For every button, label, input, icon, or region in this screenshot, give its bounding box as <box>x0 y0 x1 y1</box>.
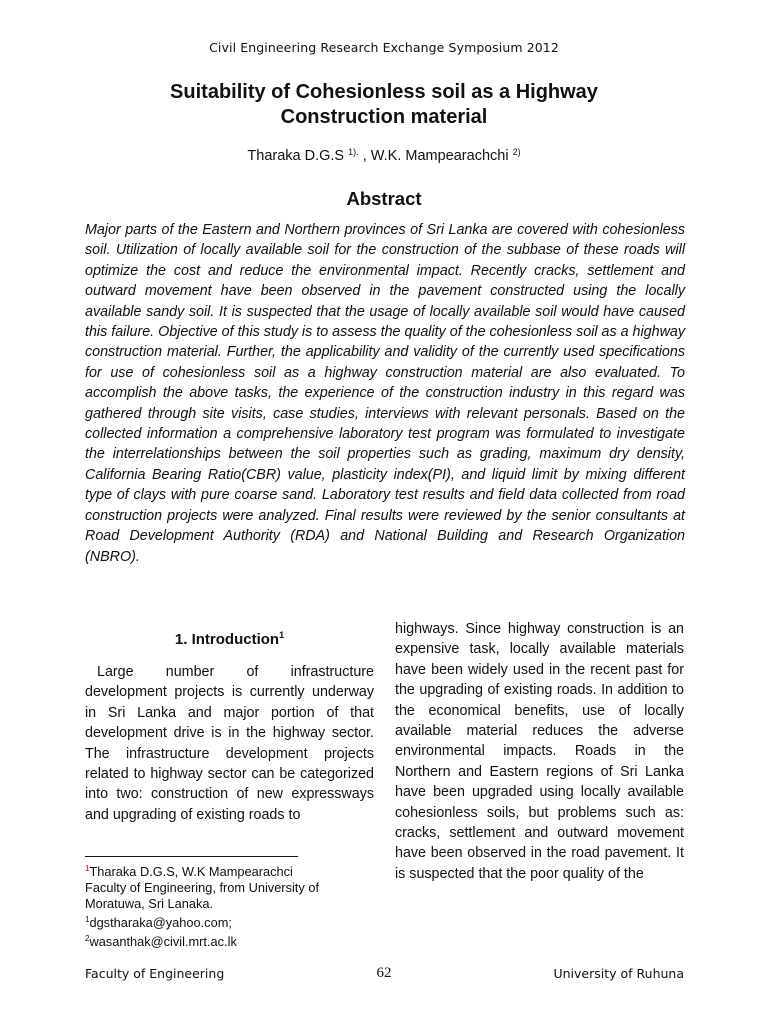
symposium-header: Civil Engineering Research Exchange Symposium 2012 <box>209 40 559 55</box>
author-2-mark: 2) <box>512 147 521 157</box>
footnote-line-3: Moratuwa, Sri Lanaka. <box>85 896 214 911</box>
title-line-1: Suitability of Cohesionless soil as a Highway <box>170 81 598 103</box>
introduction-heading-mark: 1 <box>279 630 285 640</box>
introduction-heading <box>85 620 374 650</box>
author-1: Tharaka D.G.S <box>247 148 345 164</box>
footnote-email-1: dgstharaka@yahoo.com; <box>89 915 232 930</box>
footnote-authors: Tharaka D.G.S, W.K Mampearachci <box>89 864 293 879</box>
page-number: 62 <box>376 965 392 981</box>
footnote-email-1-mark: 1 <box>85 915 90 924</box>
title-line-2: Construction material <box>280 106 488 128</box>
author-1-mark: 1). <box>348 147 359 157</box>
footnote-email-1-line <box>85 912 374 931</box>
footnote-email-2-mark: 2 <box>85 934 90 943</box>
abstract-heading: Abstract <box>346 188 422 209</box>
footnote-mark-1: 1 <box>85 864 90 873</box>
footnote-email-2: wasanthak@civil.mrt.ac.lk <box>89 934 237 949</box>
footer-university: University of Ruhuna <box>553 966 684 981</box>
abstract-text: Major parts of the Eastern and Northern provinces of Sri Lanka are covered with cohesionless soil. Utilization of locally available soil for the construction of the subbase of these roads will optimize the cost and reduce the environmental impact. Recently cracks, settlement and outward movement have been observed in the pavement constructed using the locally available sandy soil. It is suspected that the usage of locally available soil would have caused this failure. Objective of this study is to assess the quality of the cohesionless soil as a highway construction material. Further, the applicability and validity of the currently used specifications for use of cohesionless soil as a highway construction material are also evaluated. To accomplish the above tasks, the experience of the construction industry in this regard was gathered through site visits, case studies, interviews with relevant personals. Based on the collected information a comprehensive laboratory test program was formulated to investigate the interrelationships between the soil properties such as grading, maximum dry density, California Bearing Ratio(CBR) value, plasticity index(PI), and liquid limit by mixing different type of clays with pure coarse sand. Laboratory test results and field data collected from road construction projects were analyzed. Final results were reviewed by the senior consultants at Road Development Authority (RDA) and National Building and Research Organization (NBRO). <box>85 222 685 565</box>
footnote-line-1 <box>85 861 374 880</box>
author-line <box>0 147 768 164</box>
footnote-email-2-line <box>85 931 374 950</box>
author-2: , W.K. Mampearachchi <box>362 148 509 164</box>
footnote-line-2: Faculty of Engineering, from University of <box>85 880 319 895</box>
introduction-heading-text: 1. Introduction <box>174 631 280 648</box>
footer-faculty: Faculty of Engineering <box>85 966 225 981</box>
left-column <box>85 620 374 825</box>
introduction-left-text: Large number of infrastructure development projects is currently underway in Sri Lanka and major portion of that development drive is in the highway sector. The infrastructure development projects related to highway sector can be categorized into two: construction of new expressways and upgrading of existing roads to <box>85 664 374 823</box>
introduction-right-text: highways. Since highway construction is an expensive task, locally available materials have been widely used in the recent past for the upgrading of existing roads. In addition to the economical benefits, use of locally available material reduces the adverse environmental impacts. Roads in the Northern and Eastern regions of Sri Lanka have been upgraded using locally available cohesionless soils, but problems such as: cracks, settlement and outward movement have been observed in the road pavement. It is suspected that the poor quality of the <box>395 621 684 882</box>
paper-title <box>60 80 708 130</box>
footnote-divider <box>85 856 298 857</box>
footnote <box>85 861 374 950</box>
